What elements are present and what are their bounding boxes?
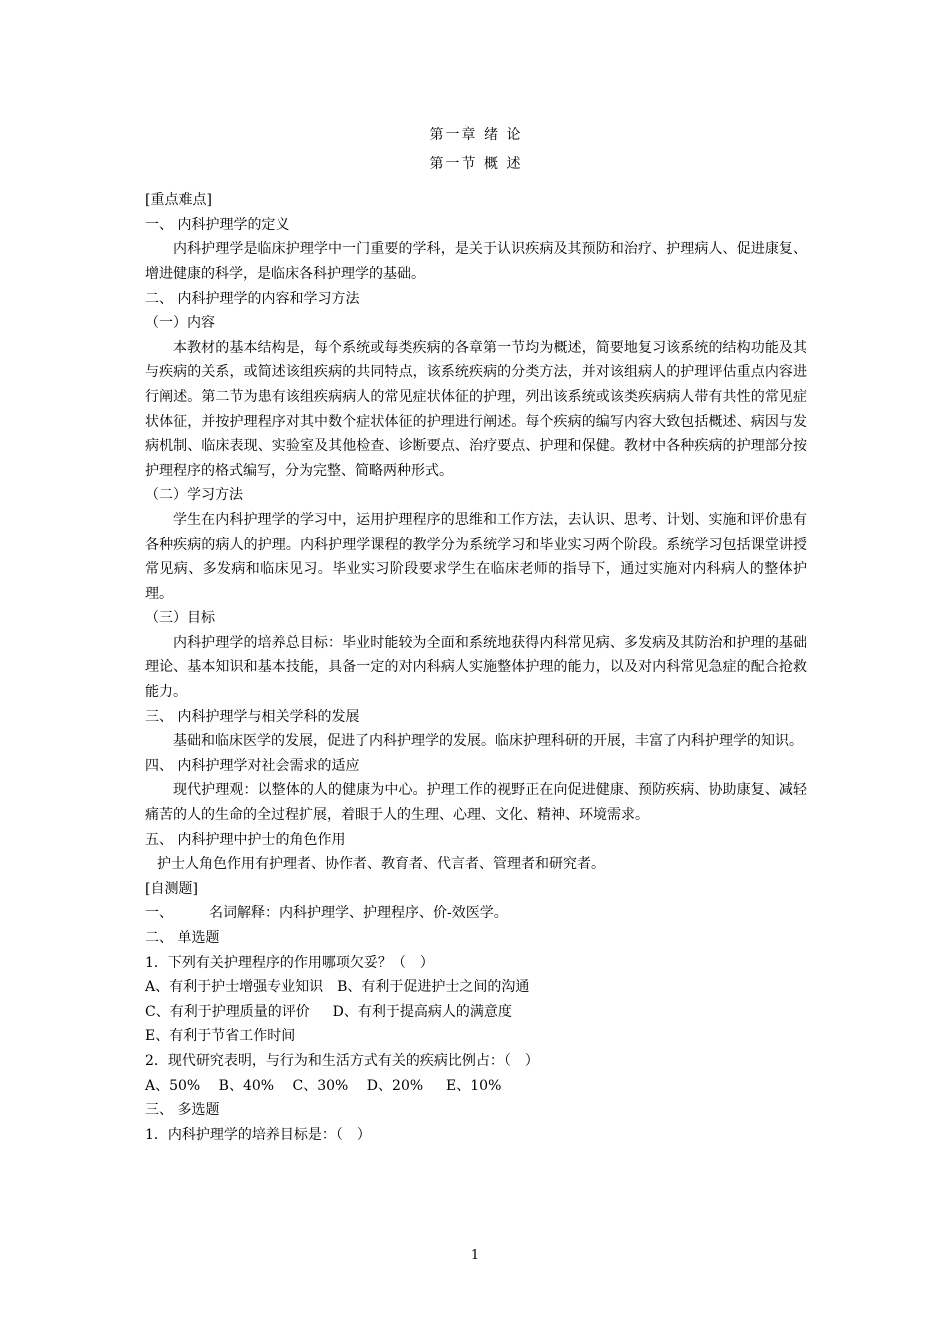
subheading-content: （一）内容 (145, 315, 215, 332)
subheading-goals: （三）目标 (145, 610, 215, 627)
question-single-1-option-e: E、有利于节省工作时间 (145, 1028, 296, 1045)
self-test-label: [自测题] (145, 880, 198, 897)
heading-social-needs: 四、 内科护理学对社会需求的适应 (145, 757, 360, 774)
subheading-methods: （二）学习方法 (145, 487, 243, 504)
page-content (145, 123, 807, 1147)
paragraph-content: 本教材的基本结构是，每个系统或每类疾病的各章第一节均为概述，简要地复习该系统的结构功能及其与疾病的关系，或简述该组疾病的共同特点，该系统疾病的分类方法，并对该组病人的护理评估重点内容进行阐述。第二节为患有该组疾病病人的常见症状体征的护理，列出该系统或该类疾病病人带有共性的常见症状体征，并按护理程序对其中数个症状体征的护理进行阐述。每个疾病的编写内容大致包括概述、病因与发病机制、临床表现、实验室及其他检查、诊断要点、治疗要点、护理和保健。教材中各种疾病的护理部分按护理程序的格式编写，分为完整、简略两种形式。 (145, 339, 807, 479)
question-single-1-options-cd: C、有利于护理质量的评价 D、有利于提高病人的满意度 (145, 1003, 512, 1020)
question-terms (145, 901, 807, 926)
question-multi-1: 1．内科护理学的培养目标是：（ ） (145, 1126, 371, 1143)
question-single-2: 2．现代研究表明，与行为和生活方式有关的疾病比例占：（ ） (145, 1052, 539, 1069)
chapter-title: 第一章 绪 论 (429, 127, 523, 143)
key-points-label: [重点难点] (145, 192, 212, 209)
paragraph-methods: 学生在内科护理学的学习中，运用护理程序的思维和工作方法，去认识、思考、计划、实施和评价患有各种疾病的病人的护理。内科护理学课程的教学分为系统学习和毕业实习两个阶段。系统学习包括课堂讲授常见病、多发病和临床见习。毕业实习阶段要求学生在临床老师的指导下，通过实施对内科病人的整体护理。 (145, 511, 807, 602)
heading-content-methods: 二、 内科护理学的内容和学习方法 (145, 290, 360, 307)
heading-definition: 一、 内科护理学的定义 (145, 216, 290, 233)
paragraph-goals: 内科护理学的培养总目标：毕业时能较为全面和系统地获得内科常见病、多发病及其防治和护理的基础理论、基本知识和基本技能，具备一定的对内科病人实施整体护理的能力，以及对内科常见急症的配合抢救能力。 (145, 634, 807, 701)
single-choice-label: 二、 单选题 (145, 930, 220, 946)
question-single-2-options: A、50% B、40% C、30% D、20% E、10% (145, 1077, 502, 1094)
paragraph-social-needs: 现代护理观：以整体的人的健康为中心。护理工作的视野正在向促进健康、预防疾病、协助康复、减轻痛苦的人的生命的全过程扩展，着眼于人的生理、心理、文化、精神、环境需求。 (145, 782, 807, 824)
page-number: 1 (470, 1248, 480, 1263)
paragraph-related-disciplines: 基础和临床医学的发展，促进了内科护理学的发展。临床护理科研的开展，丰富了内科护理学的知识。 (173, 733, 803, 750)
question-single-1: 1．下列有关护理程序的作用哪项欠妥？（ ） (145, 954, 434, 971)
question-terms-number: 一、 (145, 905, 173, 922)
multi-choice-label: 三、 多选题 (145, 1102, 220, 1119)
section-title: 第一节 概 述 (429, 155, 523, 172)
question-single-1-options-ab: A、有利于护士增强专业知识 B、有利于促进护士之间的沟通 (145, 979, 530, 996)
paragraph-definition: 内科护理学是临床护理学中一门重要的学科，是关于认识疾病及其预防和治疗、护理病人、促进康复、增进健康的科学，是临床各科护理学的基础。 (145, 241, 807, 282)
paragraph-nurse-role: 护士人角色作用有护理者、协作者、教育者、代言者、管理者和研究者。 (157, 856, 605, 873)
heading-nurse-role: 五、 内科护理中护士的角色作用 (145, 831, 346, 848)
heading-related-disciplines: 三、 内科护理学与相关学科的发展 (145, 708, 360, 725)
question-terms-text: 名词解释：内科护理学、护理程序、价-效医学。 (209, 905, 508, 922)
